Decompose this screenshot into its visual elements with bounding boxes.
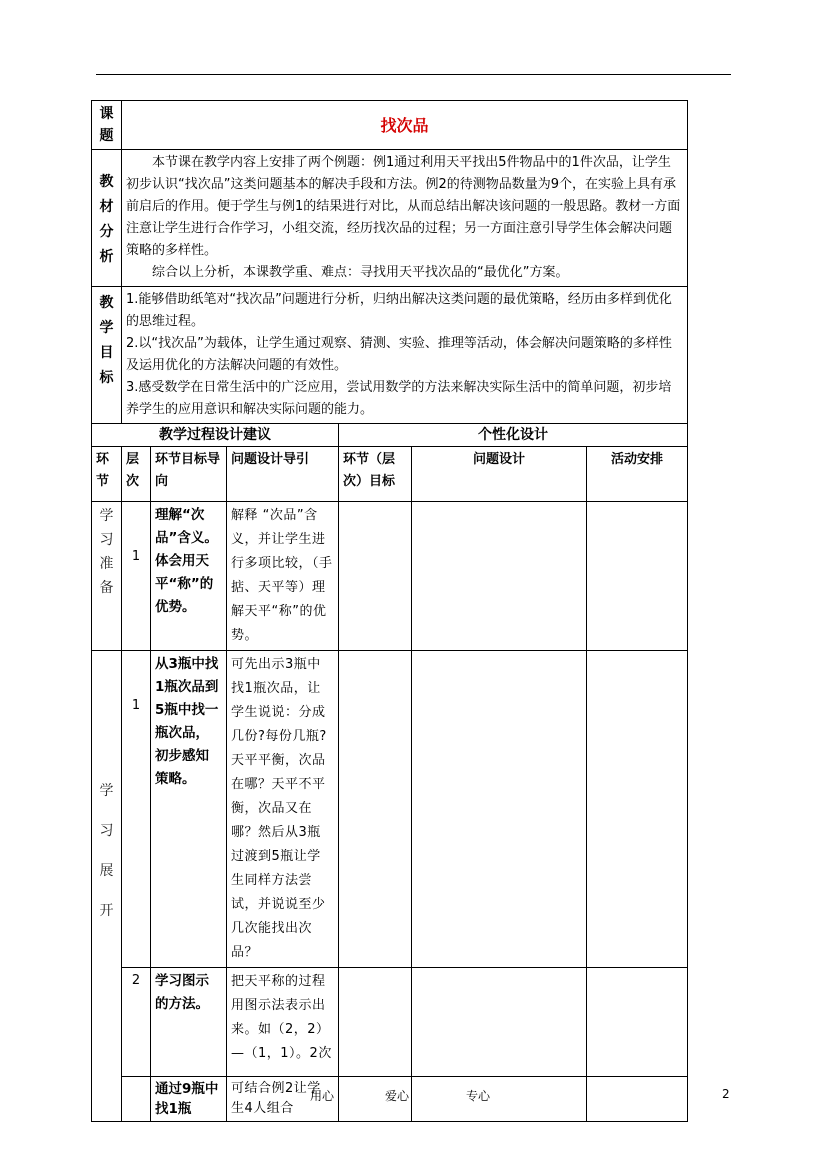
goal-item: 3.感受数学在日常生活中的广泛应用，尝试用数学的方法来解决实际生活中的简单问题，初步培养学生的应用意识和解决实际问题的能力。 [126, 380, 672, 417]
goal-cell: 学习图示的方法。 [151, 968, 227, 1077]
empty-cell [412, 651, 587, 968]
goal-cell: 理解“次品”含义。体会用天平“称”的优势。 [151, 502, 227, 651]
level-cell: 1 [122, 651, 151, 968]
material-analysis-summary: 综合以上分析，本课教学重、难点：寻找用天平找次品的“最优化”方案。 [152, 265, 569, 280]
empty-cell [339, 651, 412, 968]
empty-cell [587, 968, 688, 1077]
col-level: 层次 [122, 447, 151, 502]
goals-label: 教学目标 [92, 287, 122, 424]
guide-cell: 可先出示3瓶中找1瓶次品，让学生说说：分成几份?每份几瓶?天平平衡，次品在哪？天平不平衡，次品又在哪？然后从3瓶过渡到5瓶让学生同样方法尝试，并说说至少几次能找出次品？ [227, 651, 339, 968]
col-stage: 环节 [92, 447, 122, 502]
process-header: 教学过程设计建议 [92, 424, 339, 447]
goal-item: 1.能够借助纸笔对“找次品”问题进行分析，归纳出解决这类问题的最优策略，经历由多样到优化的思维过程。 [126, 292, 672, 329]
guide-cell: 解释 “次品”含义，并让学生进行多项比较，（手掂、天平等）理解天平“称”的优势。 [227, 502, 339, 651]
col-question-design: 问题设计 [412, 447, 587, 502]
goals-cell [122, 287, 688, 424]
level-cell: 2 [122, 968, 151, 1077]
footer-item: 爱心 [385, 1089, 410, 1103]
footer-item: 用心 [310, 1089, 335, 1103]
personalized-header: 个性化设计 [339, 424, 688, 447]
empty-cell [412, 502, 587, 651]
guide-cell: 把天平称的过程用图示法表示出来。如（2，2）—（1，1）。2次 [227, 968, 339, 1077]
table-row [92, 968, 688, 1077]
material-analysis-label: 教材分析 [92, 150, 122, 287]
col-question-guide: 问题设计导引 [227, 447, 339, 502]
lesson-title: 找次品 [122, 101, 688, 150]
col-level-goal: 环节（层次）目标 [339, 447, 412, 502]
empty-cell [587, 651, 688, 968]
empty-cell [339, 968, 412, 1077]
goal-cell: 从3瓶中找1瓶次品到5瓶中找一瓶次品，初步感知策略。 [151, 651, 227, 968]
col-stage-goal: 环节目标导向 [151, 447, 227, 502]
lesson-plan-table [91, 100, 688, 1122]
empty-cell [587, 502, 688, 651]
header-rule [96, 74, 731, 75]
empty-cell [412, 1077, 587, 1122]
level-cell: 1 [122, 502, 151, 651]
material-analysis-cell [122, 150, 688, 287]
guide-cell: 可结合例2让学生4人组合 [227, 1077, 339, 1122]
lesson-label: 课题 [92, 101, 122, 150]
goal-cell: 通过9瓶中找1瓶 [151, 1077, 227, 1122]
footer-item: 专心 [466, 1089, 491, 1103]
material-analysis-paragraph: 本节课在教学内容上安排了两个例题：例1通过利用天平找出5件物品中的1件次品，让学生初步认识“找次品”这类问题基本的解决手段和方法。例2的待测物品数量为9个，在实验上具有承前启后的作用。便于学生与例1的结果进行对比，从而总结出解决该问题的一般思路。教材一方面注意让学生进行合作学习，小组交流，经历找次品的过程；另一方面注意引导学生体会解决问题策略的多样性。 [126, 155, 681, 258]
empty-cell [587, 1077, 688, 1122]
page-number: 2 [722, 1087, 730, 1101]
stage-cell: 学习展开 [92, 651, 122, 1122]
table-row [92, 502, 688, 651]
col-activity: 活动安排 [587, 447, 688, 502]
level-cell [122, 1077, 151, 1122]
table-row [92, 651, 688, 968]
empty-cell [412, 968, 587, 1077]
stage-cell: 学习准备 [92, 502, 122, 651]
empty-cell [339, 502, 412, 651]
goal-item: 2.以“找次品”为载体，让学生通过观察、猜测、实验、推理等活动，体会解决问题策略的多样性及运用优化的方法解决问题的有效性。 [126, 336, 672, 373]
